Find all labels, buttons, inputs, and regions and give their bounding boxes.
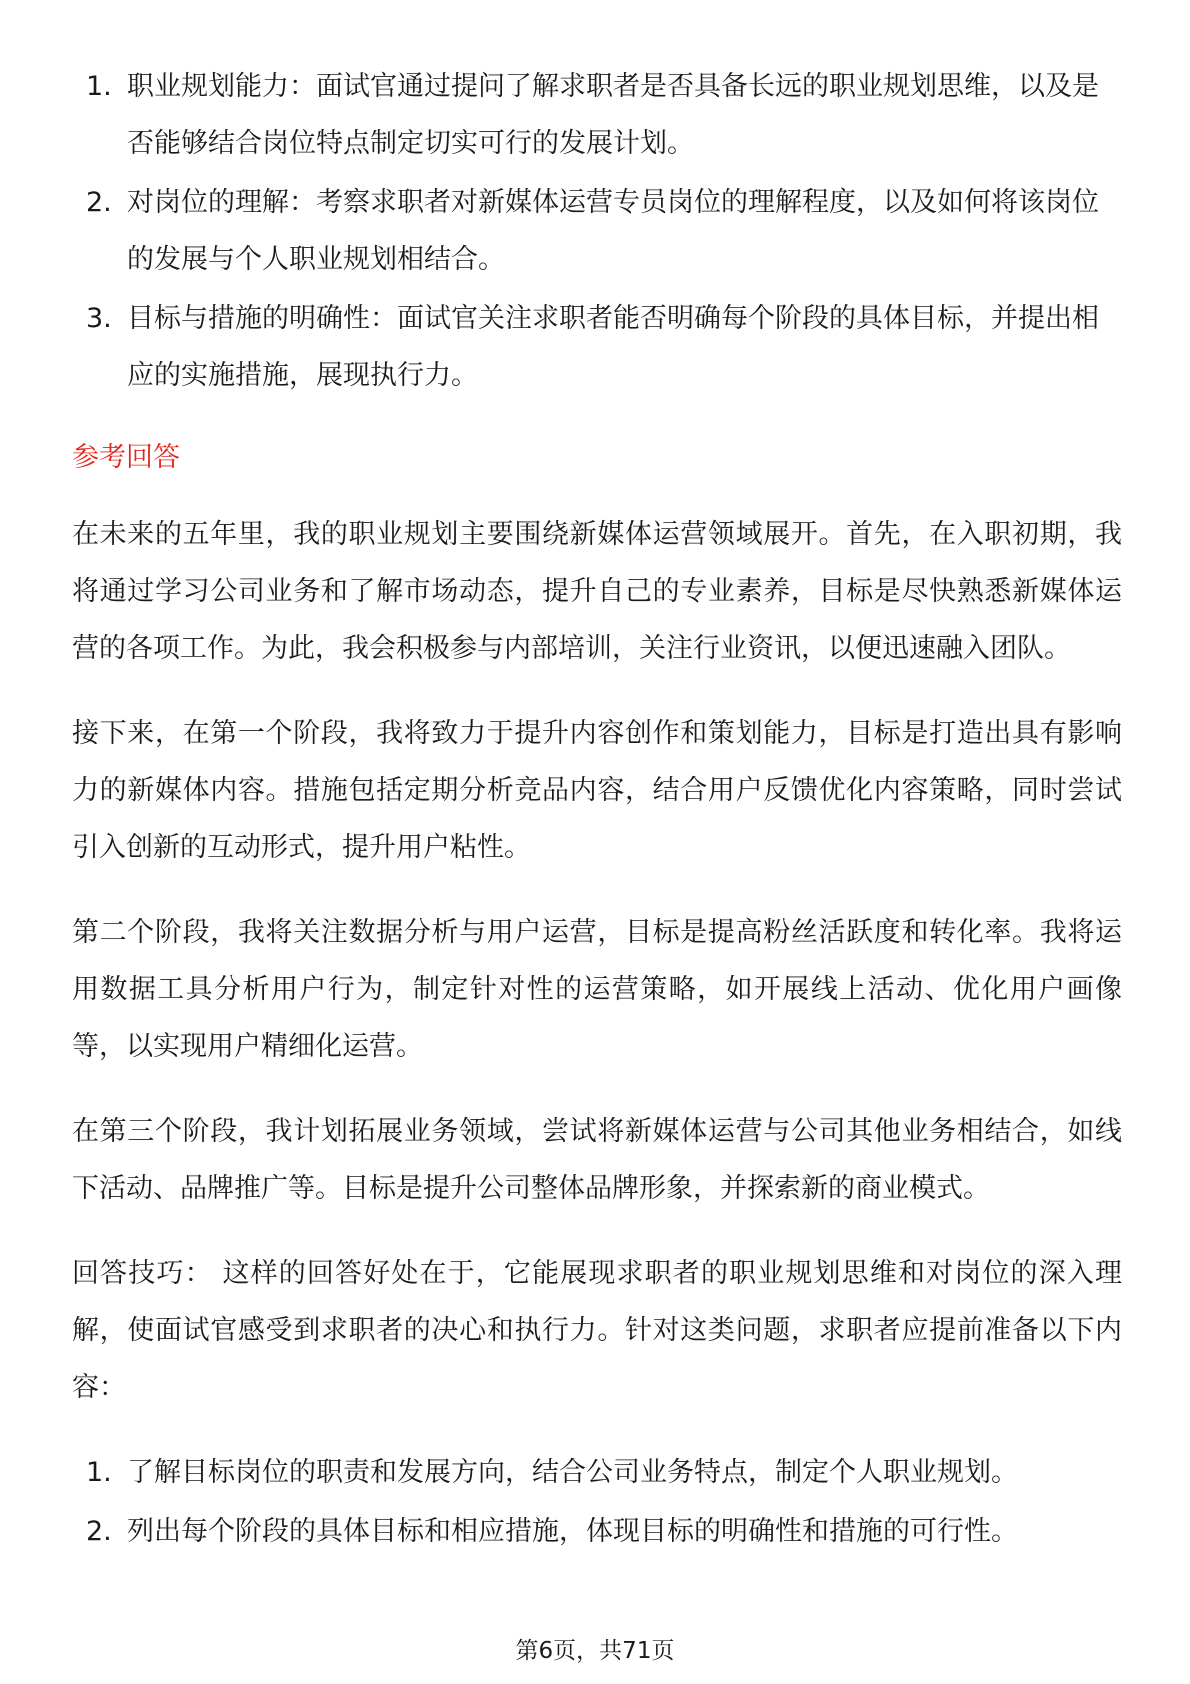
list-item xyxy=(72,174,1122,288)
paragraph: 在未来的五年里，我的职业规划主要围绕新媒体运营领域展开。首先，在入职初期，我将通过学习公司业务和了解市场动态，提升自己的专业素养，目标是尽快熟悉新媒体运营的各项工作。为此，我会积极参与内部培训，关注行业资讯，以便迅速融入团队。 xyxy=(72,519,1122,664)
list-item-text: 列出每个阶段的具体目标和相应措施，体现目标的明确性和措施的可行性。 xyxy=(127,1516,1018,1547)
list-item-number: 3. xyxy=(86,303,112,334)
page-number-footer: 第6页，共71页 xyxy=(515,1638,675,1664)
paragraph: 接下来，在第一个阶段，我将致力于提升内容创作和策划能力，目标是打造出具有影响力的新媒体内容。措施包括定期分析竞品内容，结合用户反馈优化内容策略，同时尝试引入创新的互动形式，提升用户粘性。 xyxy=(72,718,1122,863)
paragraph: 第二个阶段，我将关注数据分析与用户运营，目标是提高粉丝活跃度和转化率。我将运用数据工具分析用户行为，制定针对性的运营策略，如开展线上活动、优化用户画像等，以实现用户精细化运营。 xyxy=(72,917,1122,1062)
paragraph: 在第三个阶段，我计划拓展业务领域，尝试将新媒体运营与公司其他业务相结合，如线下活动、品牌推广等。目标是提升公司整体品牌形象，并探索新的商业模式。 xyxy=(72,1116,1122,1204)
list-item-text: 目标与措施的明确性：面试官关注求职者能否明确每个阶段的具体目标，并提出相应的实施措施，展现执行力。 xyxy=(127,303,1099,391)
section-heading: 参考回答 xyxy=(72,442,180,473)
list-item-number: 1. xyxy=(86,71,112,102)
list-item-number: 2. xyxy=(86,187,112,218)
list-item xyxy=(72,58,1122,172)
list-item xyxy=(72,1444,1122,1501)
list-item-text: 职业规划能力：面试官通过提问了解求职者是否具备长远的职业规划思维，以及是否能够结合岗位特点制定切实可行的发展计划。 xyxy=(127,71,1099,159)
answer-tips-paragraph: 回答技巧： 这样的回答好处在于，它能展现求职者的职业规划思维和对岗位的深入理解，使面试官感受到求职者的决心和执行力。针对这类问题，求职者应提前准备以下内容： xyxy=(72,1258,1122,1403)
list-item-number: 2. xyxy=(86,1516,112,1547)
list-item-text: 对岗位的理解：考察求职者对新媒体运营专员岗位的理解程度，以及如何将该岗位的发展与个人职业规划相结合。 xyxy=(127,187,1099,275)
list-item xyxy=(72,290,1122,404)
list-item xyxy=(72,1503,1122,1560)
preparation-list xyxy=(72,1444,1122,1560)
criteria-list xyxy=(72,58,1122,404)
page-content xyxy=(72,58,1122,1562)
list-item-text: 了解目标岗位的职责和发展方向，结合公司业务特点，制定个人职业规划。 xyxy=(127,1457,1018,1488)
list-item-number: 1. xyxy=(86,1457,112,1488)
